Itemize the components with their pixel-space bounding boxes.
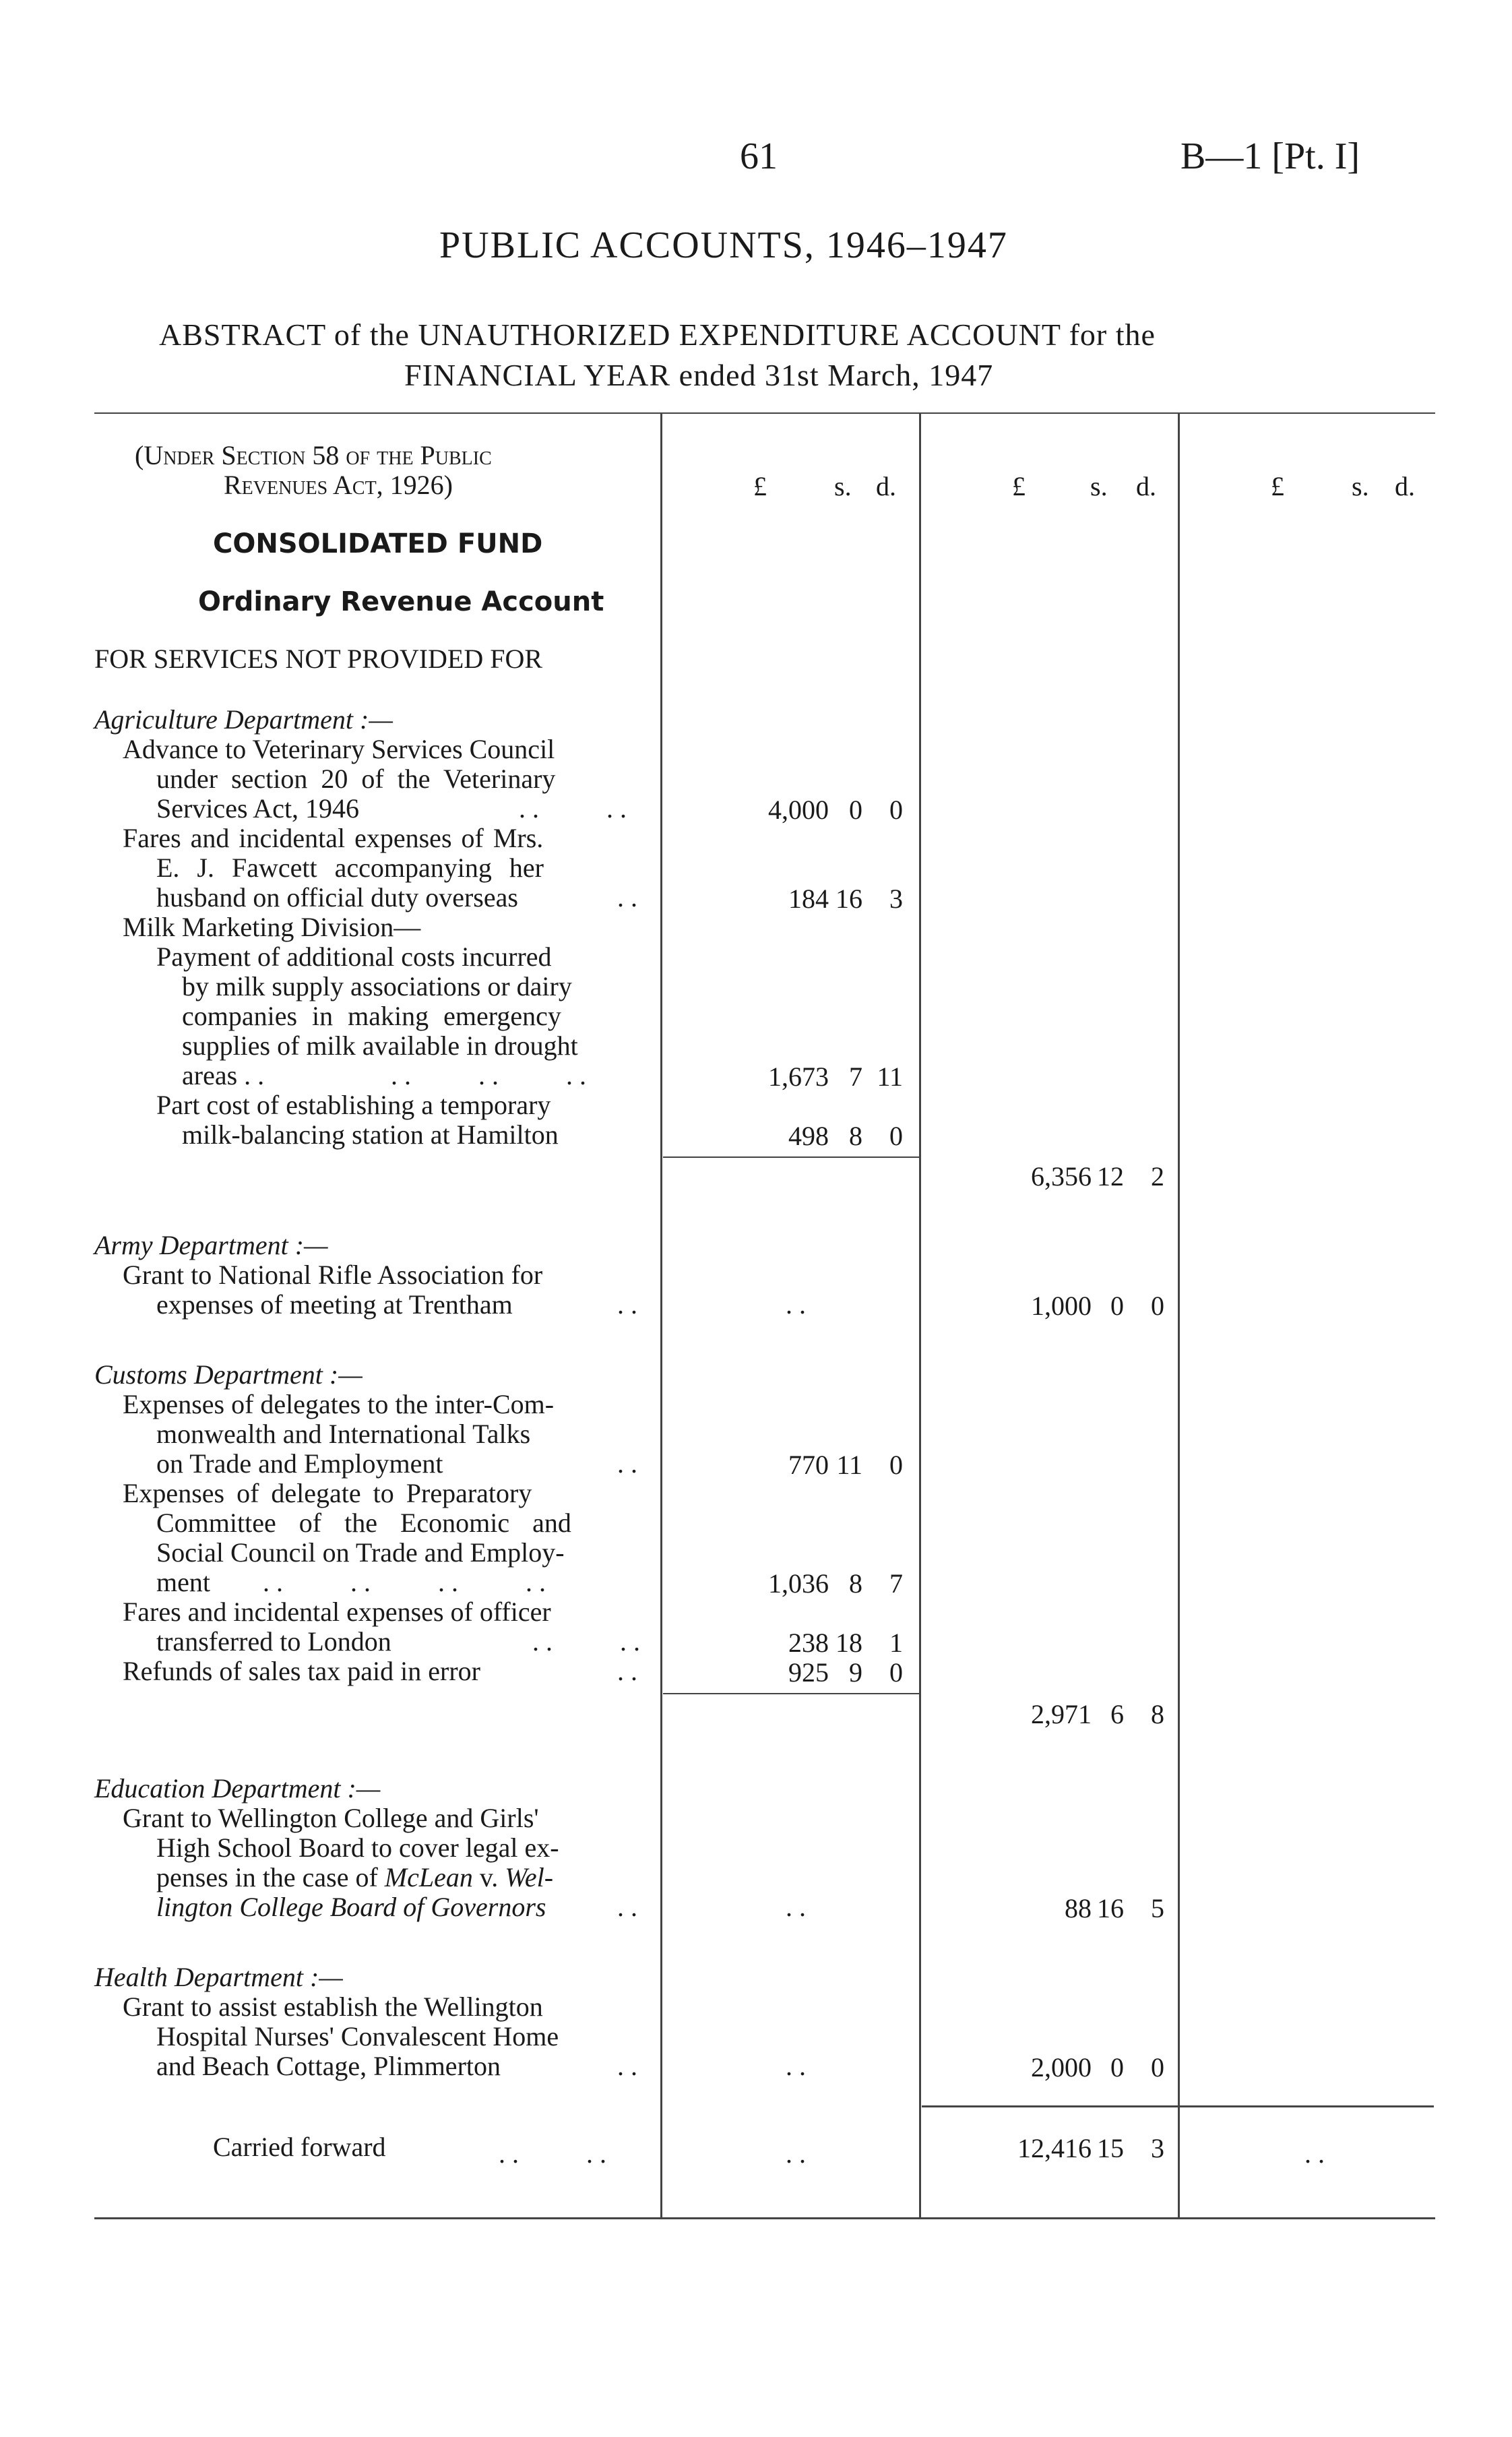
agri-line: Milk Marketing Division— <box>123 912 421 942</box>
agri-line: supplies of milk available in drought <box>182 1030 578 1061</box>
authority-line-1: (Under Section 58 of the Public <box>135 440 492 470</box>
carried-total-pounds: 12,416 <box>1017 2133 1092 2163</box>
leader-dots: . . <box>617 1892 637 1922</box>
customs-amount-shillings: 9 <box>849 1657 862 1688</box>
health-dept-heading: Health Department :— <box>94 1962 343 1992</box>
agri-line: under section 20 of the Veterinary <box>156 764 556 794</box>
agri-line: milk-balancing station at Hamilton <box>182 1119 559 1150</box>
agri-amount-pounds: 1,673 <box>768 1061 829 1092</box>
army-col1-dots: . . <box>786 1289 806 1320</box>
education-text: v. <box>472 1862 505 1892</box>
agri-amount-pence: 3 <box>889 884 903 914</box>
army-dept-heading: Army Department :— <box>94 1230 328 1260</box>
customs-amount-pence: 0 <box>889 1450 903 1480</box>
agri-line: Payment of additional costs incurred <box>156 942 552 972</box>
table-bottom-rule <box>94 2217 1435 2219</box>
agri-amount-pounds: 184 <box>788 884 829 914</box>
health-col1-dots: . . <box>786 2051 806 2081</box>
col2-pound-header: £ <box>1012 471 1026 501</box>
leader-dots: . . <box>617 1656 637 1686</box>
customs-total-shillings: 6 <box>1110 1699 1124 1729</box>
services-heading: FOR SERVICES NOT PROVIDED FOR <box>94 644 543 674</box>
customs-amount-shillings: 11 <box>836 1450 862 1480</box>
education-total-pounds: 88 <box>1065 1893 1092 1923</box>
health-total-shillings: 0 <box>1110 2052 1124 2083</box>
agri-line: Fares and incidental expenses of Mrs. <box>123 823 544 853</box>
agri-amount-shillings: 8 <box>849 1121 862 1151</box>
col1-pence-header: d. <box>876 471 896 501</box>
agri-line: companies in making emergency <box>182 1001 561 1031</box>
abstract-title-line-1: ABSTRACT of the UNAUTHORIZED EXPENDITURE ACCOUNT for the <box>159 317 1156 352</box>
customs-line: Expenses of delegate to Preparatory <box>123 1478 532 1508</box>
health-line: Hospital Nurses' Convalescent Home <box>156 2021 559 2052</box>
carried-total-pence: 3 <box>1151 2133 1164 2163</box>
col2-pence-header: d. <box>1136 471 1156 501</box>
col2-shillings-header: s. <box>1090 471 1108 501</box>
customs-subtotal-rule <box>663 1693 919 1694</box>
carried-col3-dots: . . <box>1304 2138 1325 2169</box>
customs-line: transferred to London <box>156 1626 391 1657</box>
customs-amount-pounds: 238 <box>788 1628 829 1658</box>
carried-total-shillings: 15 <box>1097 2133 1124 2163</box>
customs-line: Social Council on Trade and Employ- <box>156 1537 565 1568</box>
page-title: PUBLIC ACCOUNTS, 1946–1947 <box>439 224 1008 266</box>
column-divider-3 <box>1178 412 1180 2219</box>
agri-amount-pence: 0 <box>889 795 903 825</box>
customs-amount-pence: 0 <box>889 1657 903 1688</box>
customs-amount-pounds: 925 <box>788 1657 829 1688</box>
agri-line: by milk supply associations or dairy <box>182 971 572 1001</box>
customs-line: Fares and incidental expenses of officer <box>123 1597 551 1627</box>
leader-dots: . . . . <box>532 1626 640 1657</box>
col3-pence-header: d. <box>1395 471 1415 501</box>
customs-amount-pounds: 1,036 <box>768 1568 829 1599</box>
column-divider-1 <box>660 412 662 2219</box>
army-line: expenses of meeting at Trentham <box>156 1289 513 1320</box>
agri-line: Services Act, 1946 <box>156 793 360 824</box>
leader-dots: . . . . <box>519 793 627 824</box>
customs-line: ment <box>156 1567 210 1597</box>
education-line <box>156 1863 553 1892</box>
customs-amount-pence: 7 <box>889 1568 903 1599</box>
agri-amount-shillings: 0 <box>849 795 862 825</box>
agri-line: husband on official duty overseas <box>156 882 518 913</box>
carried-forward-label: Carried forward <box>213 2132 386 2162</box>
customs-total-pence: 8 <box>1151 1699 1164 1729</box>
page-number: 61 <box>740 135 778 177</box>
education-total-shillings: 16 <box>1097 1893 1124 1923</box>
authority-line-2: Revenues Act, 1926) <box>224 470 453 500</box>
education-dept-heading: Education Department :— <box>94 1773 381 1803</box>
agri-total-shillings: 12 <box>1097 1161 1124 1192</box>
customs-amount-shillings: 8 <box>849 1568 862 1599</box>
leader-dots: . . <box>617 1289 637 1320</box>
carried-forward-top-rule <box>922 2105 1434 2107</box>
col3-shillings-header: s. <box>1352 471 1369 501</box>
customs-total-pounds: 2,971 <box>1031 1699 1092 1729</box>
education-col1-dots: . . <box>786 1892 806 1922</box>
army-total-shillings: 0 <box>1110 1291 1124 1321</box>
leader-dots: . . <box>617 882 637 913</box>
customs-dept-heading: Customs Department :— <box>94 1359 363 1390</box>
column-divider-2 <box>919 412 921 2219</box>
col3-pound-header: £ <box>1271 471 1284 501</box>
army-total-pounds: 1,000 <box>1031 1291 1092 1321</box>
customs-line: Refunds of sales tax paid in error <box>123 1656 480 1686</box>
col1-shillings-header: s. <box>834 471 852 501</box>
fund-heading: CONSOLIDATED FUND <box>213 528 543 559</box>
account-heading: Ordinary Revenue Account <box>198 586 604 617</box>
education-total-pence: 5 <box>1151 1893 1164 1923</box>
leader-dots: . . . . <box>499 2138 606 2169</box>
carried-col1-dots: . . <box>786 2138 806 2169</box>
agri-line: E. J. Fawcett accompanying her <box>156 853 544 883</box>
customs-line: Committee of the Economic and <box>156 1508 571 1538</box>
agri-subtotal-rule <box>663 1156 919 1158</box>
health-line: and Beach Cottage, Plimmerton <box>156 2051 501 2081</box>
customs-amount-pence: 1 <box>889 1628 903 1658</box>
agri-amount-pounds: 4,000 <box>768 795 829 825</box>
customs-amount-pounds: 770 <box>788 1450 829 1480</box>
agri-amount-pence: 11 <box>877 1061 903 1092</box>
education-text: penses in the case of <box>156 1862 385 1892</box>
case-party: McLean <box>384 1862 473 1892</box>
customs-line: on Trade and Employment <box>156 1448 443 1479</box>
agri-line: Advance to Veterinary Services Council <box>123 734 555 764</box>
army-total-pence: 0 <box>1151 1291 1164 1321</box>
agri-line: Part cost of establishing a temporary <box>156 1090 551 1120</box>
education-line: Grant to Wellington College and Girls' <box>123 1803 539 1833</box>
col1-pound-header: £ <box>753 471 767 501</box>
table-top-rule <box>94 412 1435 414</box>
agri-amount-shillings: 16 <box>836 884 862 914</box>
army-line: Grant to National Rifle Association for <box>123 1260 543 1290</box>
document-reference: B—1 [Pt. I] <box>1180 135 1360 177</box>
customs-line: Expenses of delegates to the inter-Com- <box>123 1389 555 1419</box>
agri-amount-pounds: 498 <box>788 1121 829 1151</box>
leader-dots: . . <box>617 1448 637 1479</box>
health-total-pence: 0 <box>1151 2052 1164 2083</box>
case-party: Wel- <box>505 1862 554 1892</box>
education-line: High School Board to cover legal ex- <box>156 1832 559 1863</box>
agriculture-dept-heading: Agriculture Department :— <box>94 704 393 735</box>
agri-total-pence: 2 <box>1151 1161 1164 1192</box>
agri-total-pounds: 6,356 <box>1031 1161 1092 1192</box>
health-total-pounds: 2,000 <box>1031 2052 1092 2083</box>
leader-dots: . . . . . . . . <box>263 1567 546 1597</box>
agri-amount-pence: 0 <box>889 1121 903 1151</box>
health-line: Grant to assist establish the Wellington <box>123 1992 543 2022</box>
leader-dots: . . . . . . <box>391 1060 586 1090</box>
leader-dots: . . <box>617 2051 637 2081</box>
agri-amount-shillings: 7 <box>849 1061 862 1092</box>
abstract-title-line-2: FINANCIAL YEAR ended 31st March, 1947 <box>404 358 994 392</box>
agri-line: areas . . <box>182 1060 265 1090</box>
customs-line: monwealth and International Talks <box>156 1419 531 1449</box>
customs-amount-shillings: 18 <box>836 1628 862 1658</box>
education-line: lington College Board of Governors <box>156 1892 546 1922</box>
